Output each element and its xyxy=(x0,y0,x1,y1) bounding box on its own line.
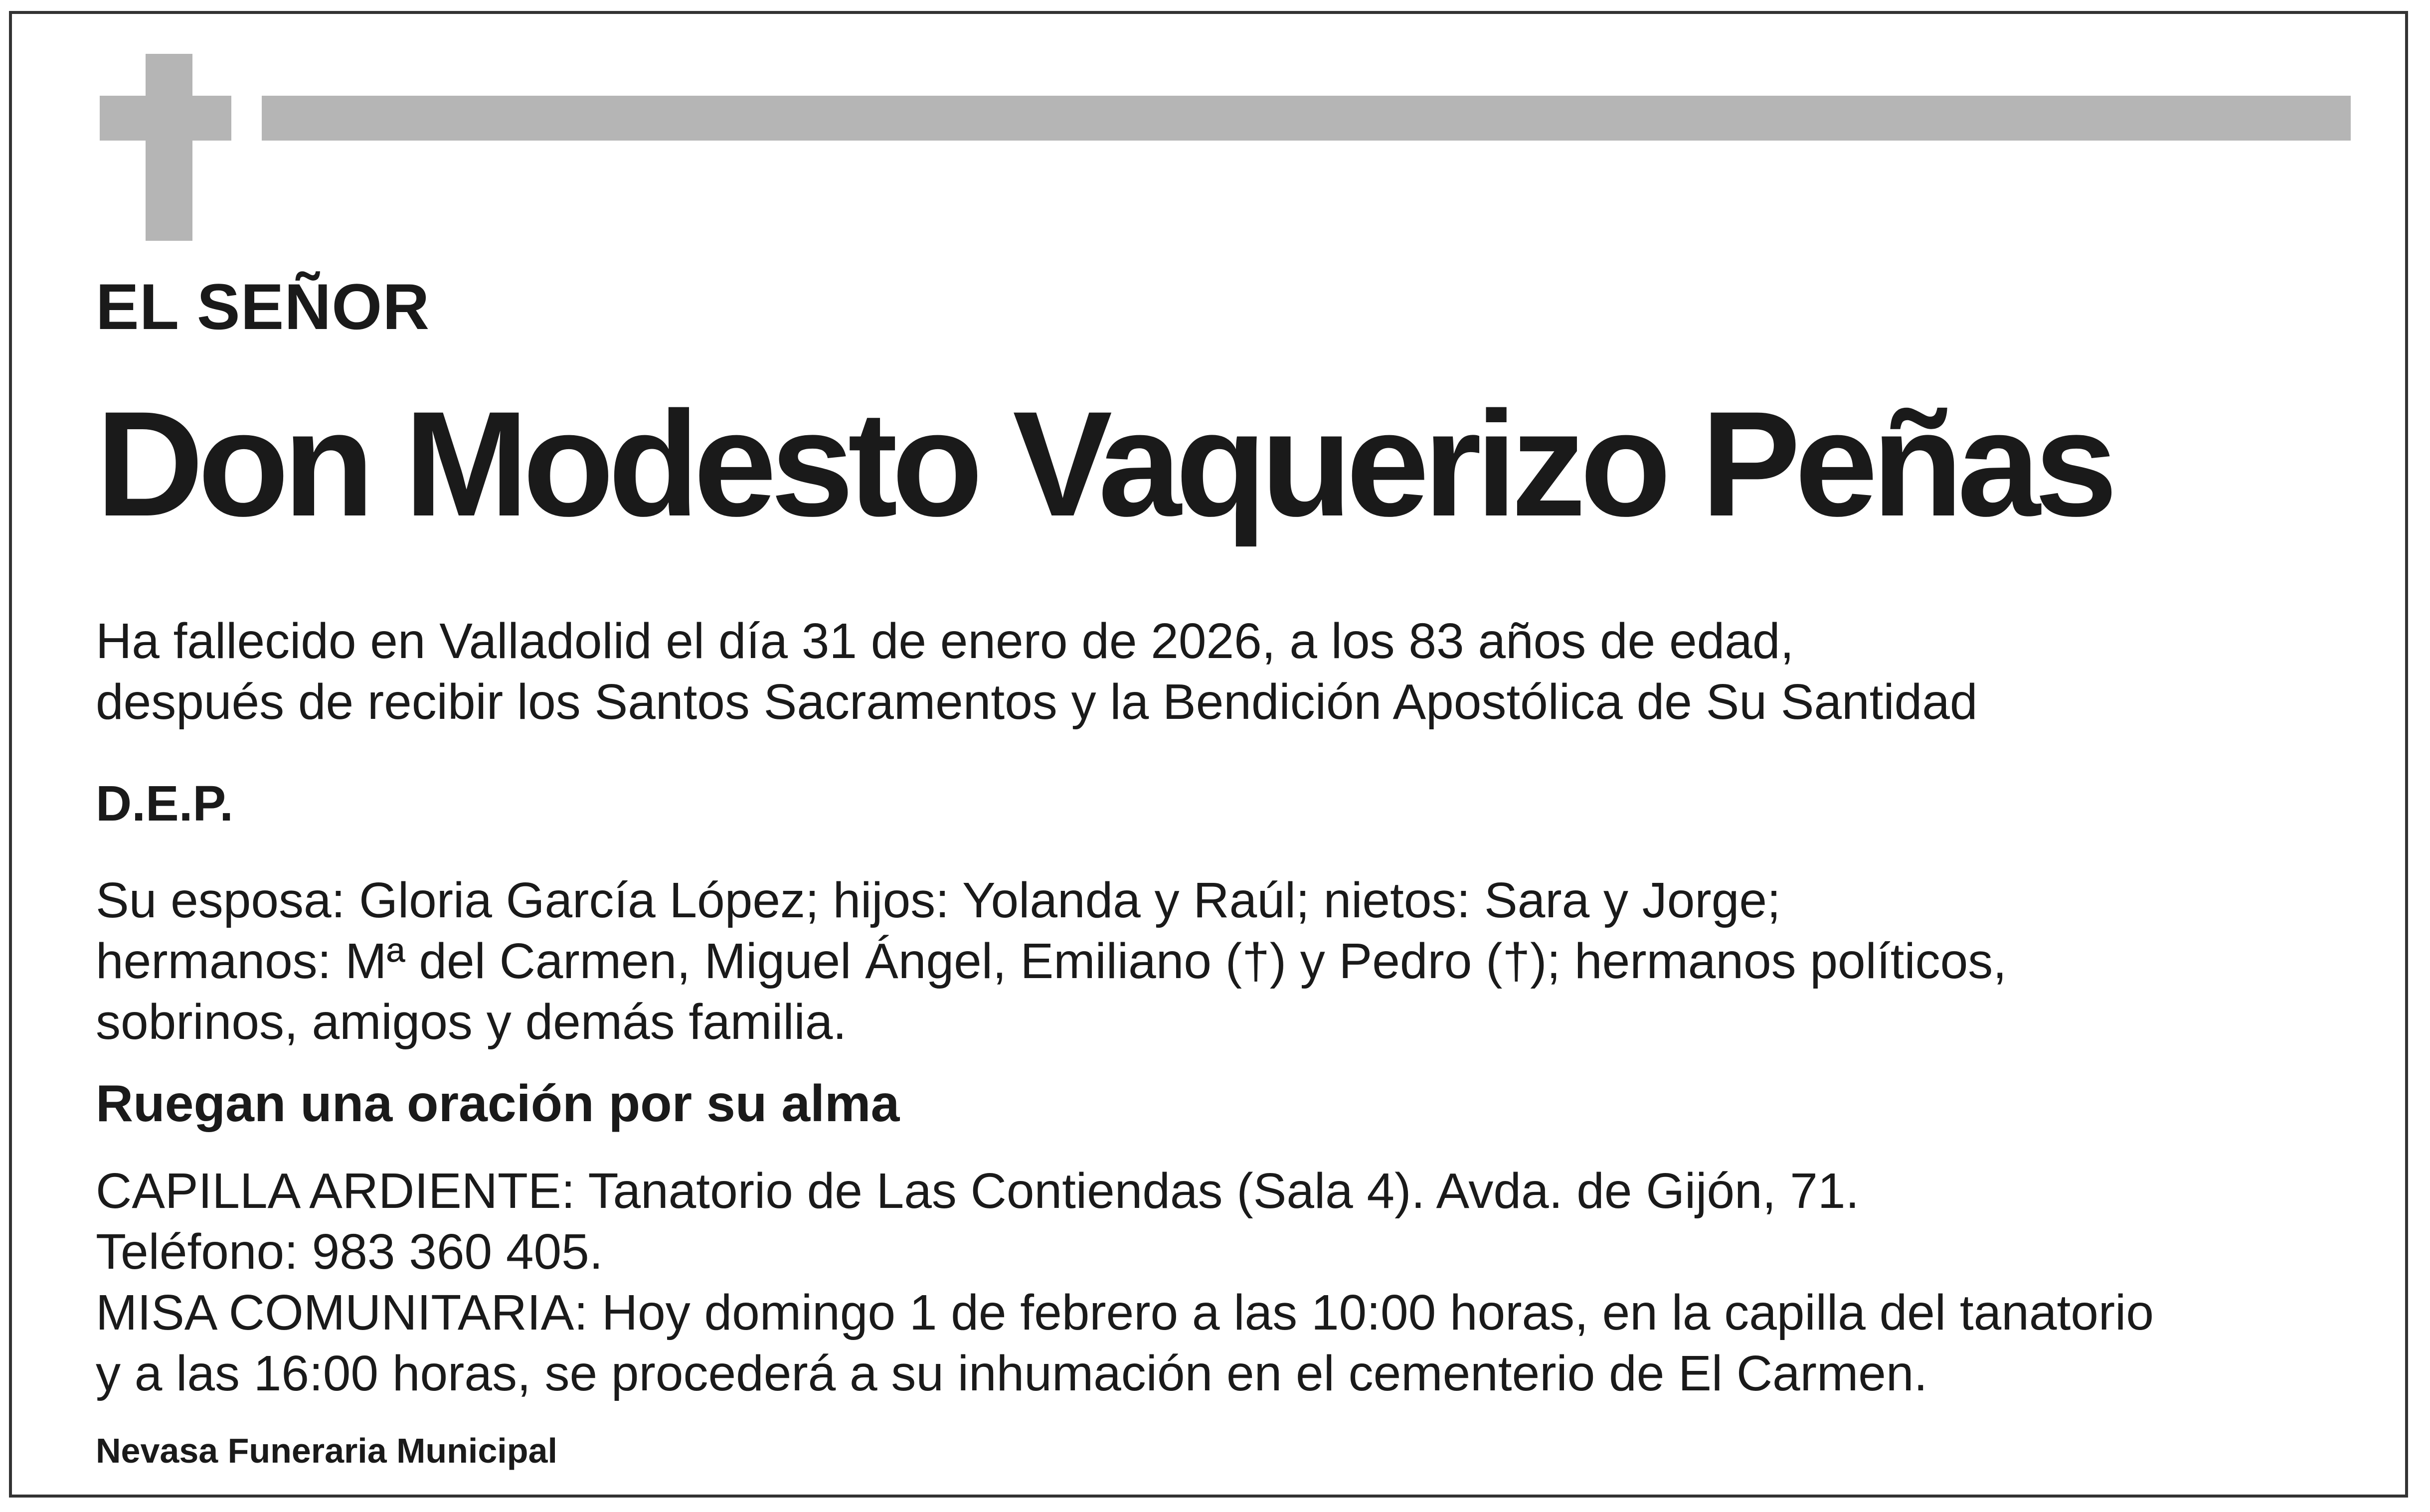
family-line: sobrinos, amigos y demás familia. xyxy=(96,994,847,1050)
family-paragraph xyxy=(96,870,2007,1052)
announcement-line: después de recibir los Santos Sacramentos y la Bendición Apostólica de Su Santidad xyxy=(96,674,1978,730)
announcement-paragraph xyxy=(96,611,1978,732)
dep-label: D.E.P. xyxy=(96,776,234,832)
cross-vertical-bar xyxy=(146,54,192,241)
family-line: Su esposa: Gloria García López; hijos: Yolanda y Raúl; nietos: Sara y Jorge; xyxy=(96,872,1781,928)
chapel-line: CAPILLA ARDIENTE: Tanatorio de Las Contiendas (Sala 4). Avda. de Gijón, 71. xyxy=(96,1163,1860,1219)
chapel-line: y a las 16:00 horas, se procederá a su inhumación en el cementerio de El Carmen. xyxy=(96,1345,1928,1401)
salutation: EL SEÑOR xyxy=(96,270,430,343)
deceased-name: Don Modesto Vaquerizo Peñas xyxy=(96,380,2112,547)
chapel-line: Teléfono: 983 360 405. xyxy=(96,1224,603,1280)
announcement-line: Ha fallecido en Valladolid el día 31 de enero de 2026, a los 83 años de edad, xyxy=(96,613,1794,669)
chapel-paragraph xyxy=(96,1161,2154,1404)
chapel-line: MISA COMUNITARIA: Hoy domingo 1 de febrero a las 10:00 horas, en la capilla del tanatorio xyxy=(96,1285,2154,1341)
cross-horizontal-bar xyxy=(100,96,231,141)
family-line: hermanos: Mª del Carmen, Miguel Ángel, Emiliano (†) y Pedro (†); hermanos políticos, xyxy=(96,933,2007,989)
header-rule xyxy=(262,96,2351,141)
prayer-request: Ruegan una oración por su alma xyxy=(96,1075,900,1133)
funeral-home: Nevasa Funeraria Municipal xyxy=(96,1431,557,1470)
